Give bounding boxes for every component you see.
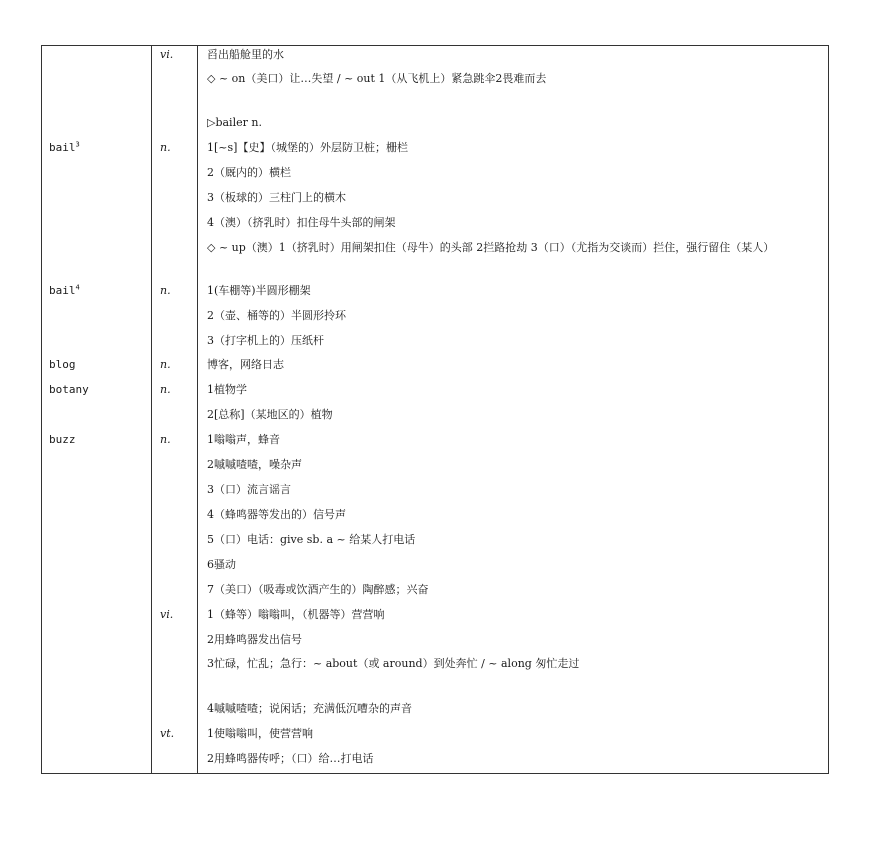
definition: 1植物学: [207, 383, 247, 396]
definition: ▷bailer n.: [207, 116, 262, 129]
dictionary-table: [41, 45, 829, 774]
column-divider: [151, 46, 152, 773]
definition: 4（蜂鸣器等发出的）信号声: [207, 508, 346, 521]
headword: [49, 433, 76, 447]
definition: 3忙碌，忙乱；急行：~ about（或 around）到处奔忙 / ~ along 匆忙走过: [207, 657, 580, 670]
definition: 1(车棚等)半圆形棚架: [207, 284, 311, 297]
definition: 1使嗡嗡叫，使营营响: [207, 727, 313, 740]
headword: [49, 383, 89, 397]
part-of-speech: vt.: [160, 727, 175, 740]
definition: 博客，网络日志: [207, 358, 284, 371]
part-of-speech: n.: [160, 141, 171, 154]
headword: [49, 358, 76, 372]
definition: ◇ ~ on（美口）让…失望 / ~ out 1（从飞机上）紧急跳伞2畏难而去: [207, 72, 547, 85]
headword-text: botany: [49, 383, 89, 396]
part-of-speech: vi.: [160, 608, 174, 621]
definition: 2（壶、桶等的）半圆形拎环: [207, 309, 346, 322]
headword-text: bail: [49, 284, 76, 297]
headword: [49, 284, 80, 298]
definition: 2[总称]（某地区的）植物: [207, 408, 333, 421]
definition: 1（蜂等）嗡嗡叫，（机器等）营营响: [207, 608, 385, 621]
headword-text: buzz: [49, 433, 76, 446]
definition: 1[~s]【史】（城堡的）外层防卫桩；栅栏: [207, 141, 408, 154]
homograph-number: 4: [75, 283, 80, 292]
definition: 2用蜂鸣器传呼；（口）给…打电话: [207, 752, 374, 765]
part-of-speech: n.: [160, 433, 171, 446]
definition: 舀出船舱里的水: [207, 48, 284, 61]
definition: 3（打字机上的）压纸杆: [207, 334, 324, 347]
definition: 4嘁嘁喳喳；说闲话；充满低沉嘈杂的声音: [207, 702, 412, 715]
definition: 7（美口）（吸毒或饮酒产生的）陶醉感；兴奋: [207, 583, 429, 596]
part-of-speech: n.: [160, 358, 171, 371]
part-of-speech: vi.: [160, 48, 174, 61]
column-divider: [197, 46, 198, 773]
definition: 2嘁嘁喳喳，噪杂声: [207, 458, 302, 471]
headword-text: bail: [49, 141, 76, 154]
part-of-speech: n.: [160, 284, 171, 297]
definition: 3（口）流言谣言: [207, 483, 291, 496]
headword: [49, 141, 80, 155]
homograph-number: 3: [75, 140, 80, 149]
headword-text: blog: [49, 358, 76, 371]
definition: 2（厩内的）横栏: [207, 166, 291, 179]
definition: 3（板球的）三柱门上的横木: [207, 191, 346, 204]
definition: 4（澳）（挤乳时）扣住母牛头部的闸架: [207, 216, 396, 229]
definition: 1嗡嗡声，蜂音: [207, 433, 280, 446]
definition: 5（口）电话：give sb. a ~ 给某人打电话: [207, 533, 416, 546]
definition: ◇ ~ up（澳）1（挤乳时）用闸架扣住（母牛）的头部 2拦路抢劫 3（口）（尤指为交谈而）拦住，强行留住（某人）: [207, 241, 775, 254]
part-of-speech: n.: [160, 383, 171, 396]
definition: 6骚动: [207, 558, 236, 571]
definition: 2用蜂鸣器发出信号: [207, 633, 302, 646]
